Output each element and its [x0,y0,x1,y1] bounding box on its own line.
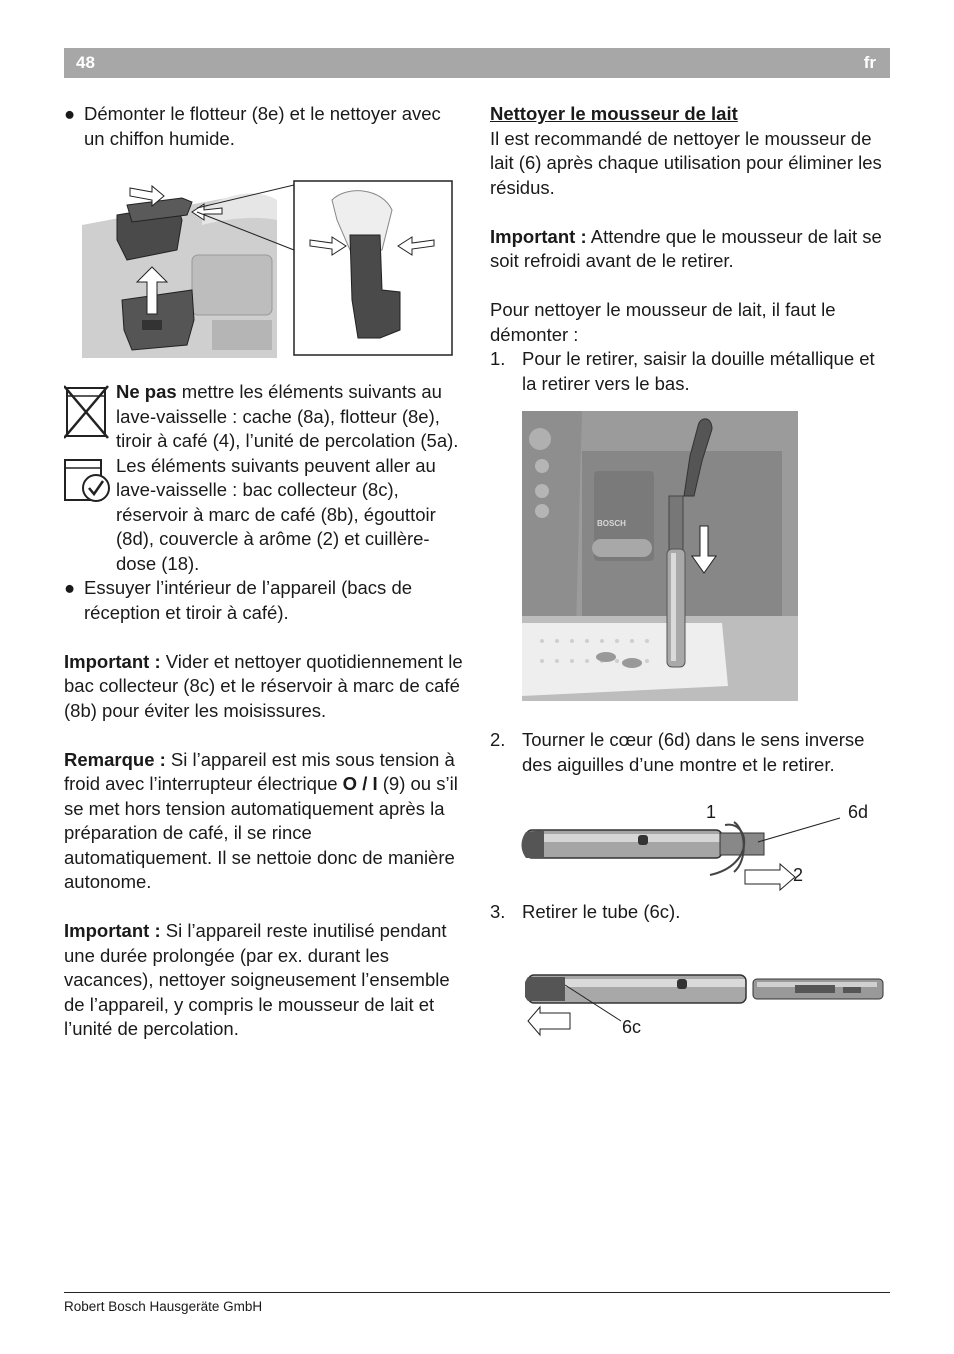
remark-text-2: (9) ou s’il se met hors tension automatiquement après la préparation de café, il se rince automatiquement. Il se nettoie donc de manière autonome. [64,773,458,892]
footer-divider [64,1292,890,1293]
important-label: Important : [490,225,587,247]
step-item [490,900,890,925]
step-item [490,347,890,396]
important-text: Attendre que le mousseur de lait se soit refroidi avant de le retirer. [490,225,882,271]
core-rotation-illustration [520,800,880,892]
step-item [490,728,890,777]
step-text: Pour le retirer, saisir la douille métallique et la retirer vers le bas. [522,348,875,394]
important-note [64,650,464,724]
bullet-text: Démonter le flotteur (8e) et le nettoyer avec un chiffon humide. [84,103,441,149]
important-text: Si l’appareil reste inutilisé pendant une durée prolongée (par ex. durant les vacances), nettoyer soigneusement l’ensemble de l’appareil, y compris le mousseur de lait et l’unité de percolation. [64,920,450,1039]
important-label: Important : [64,650,161,672]
tube-removal-illustration [525,965,887,1043]
page-header [64,48,890,78]
language-code: fr [863,53,876,72]
rotation-label: 1 [706,802,717,822]
part-label-6c: 6c [622,1017,642,1037]
important-note [490,225,890,274]
no-dishwasher-bold: Ne pas [116,381,177,402]
step-text: Tourner le cœur (6d) dans le sens inverse des aiguilles d’une montre et le retirer. [522,729,865,775]
no-dishwasher-icon [64,384,110,447]
important-note [64,919,464,1042]
section-heading: Nettoyer le mousseur de lait [490,103,738,124]
important-text: Vider et nettoyer quotidiennement le bac collecteur (8c) et le réservoir à marc de café (8b) pour éviter les moisissures. [64,650,463,721]
ok-dishwasher-text: Les éléments suivants peuvent aller au lave-vaisselle : bac collecteur (8c), réservoir à marc de café (8b), égouttoir (8d), couvercle à arôme (2) et cuillère-dose (18). [116,454,436,574]
float-illustration [82,180,454,358]
switch-label: O / I [342,773,378,794]
bullet-item [64,102,464,151]
step-number: 3. [490,901,506,922]
remark-note [64,748,464,895]
step-text: Retirer le tube (6c). [522,901,681,922]
machine-photo [522,411,798,701]
bullet-item [64,576,464,625]
step-number: 1. [490,348,506,369]
remark-label: Remarque : [64,748,166,770]
machine-brand: BOSCH [597,519,626,528]
no-dishwasher-text: mettre les éléments suivants au lave-vaisselle : cache (8a), flotteur (8e), tiroir à café (4), l’unité de percolation (5a). [116,381,459,451]
pre-steps-text: Pour nettoyer le mousseur de lait, il faut le démonter : [490,299,836,345]
intro-text: Il est recommandé de nettoyer le mousseur de lait (6) après chaque utilisation pour éliminer les résidus. [490,127,882,198]
bullet-icon: ● [64,103,76,124]
dishwasher-check-icon [64,458,112,513]
page-number: 48 [76,53,95,72]
no-dishwasher-note [64,380,464,454]
bullet-icon: ● [64,577,76,598]
bullet-text: Essuyer l’intérieur de l’appareil (bacs de réception et tiroir à café). [84,577,413,623]
important-label: Important : [64,920,161,941]
remark-text: Si l’appareil est mis sous tension à froid avec l’interrupteur électrique [64,748,455,794]
step-number: 2. [490,729,506,750]
part-label-6d: 6d [848,802,869,822]
ok-dishwasher-note [64,454,464,577]
arrow-label: 2 [793,865,804,885]
footer-company: Robert Bosch Hausgeräte GmbH [64,1299,263,1314]
